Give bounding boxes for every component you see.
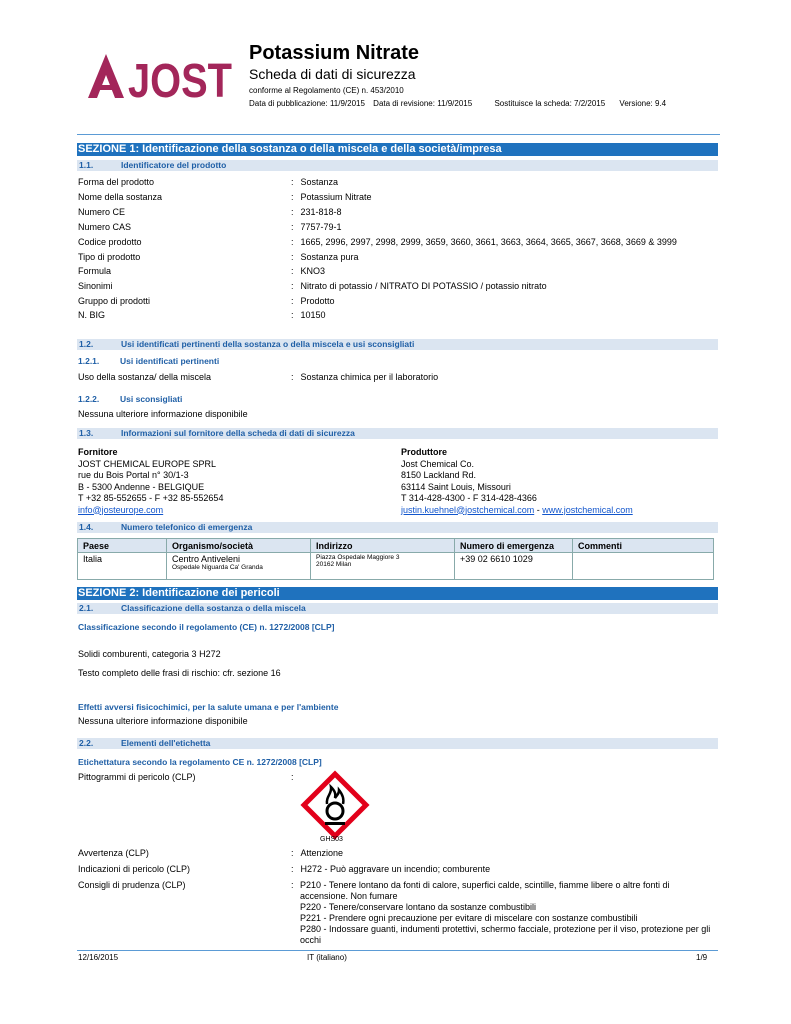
field-label: Numero CE [78, 207, 126, 217]
table-row [78, 553, 714, 580]
version: Versione: 9.4 [619, 99, 667, 108]
regulation-line: conforme al Regolamento (CE) n. 453/2010 [249, 86, 404, 95]
precaution-p221: P221 - Prendere ogni precauzione per evitare di miscelare con sostanze combustibili [300, 913, 638, 923]
org-sub: Ospedale Niguarda Ca' Granda [172, 564, 263, 571]
precaution-p210: P210 - Tenere lontano da fonti di calore, superfici calde, scintille, fiamme libere o altre fonti di accensione. Non fumare [300, 880, 670, 901]
producer-block [401, 447, 633, 516]
cell-country: Italia [78, 553, 167, 580]
subsection-1-2: 1.2. Usi identificati pertinenti della sostanza o della miscela e usi sconsigliati [77, 339, 718, 350]
colon: : [291, 252, 294, 262]
supplier-street: rue du Bois Portal n° 30/1-3 [78, 470, 189, 480]
producer-email-link[interactable]: justin.kuehnel@jostchemical.com [401, 504, 535, 515]
pictograms-colon: : [291, 772, 294, 782]
revision-date: Data di revisione: 11/9/2015 [373, 99, 473, 108]
precaution-statements [300, 880, 715, 946]
colon: : [291, 296, 294, 306]
signal-word-value: : Attenzione [291, 848, 344, 858]
field-label: Codice prodotto [78, 237, 142, 247]
supplier-city: B - 5300 Andenne - BELGIQUE [78, 481, 205, 492]
producer-phone: T 314-428-4300 - F 314-428-4366 [401, 493, 537, 503]
header-rule [77, 134, 720, 135]
colon: : [291, 207, 294, 217]
producer-name: Jost Chemical Co. [401, 458, 475, 469]
no-info-text: Nessuna ulteriore informazione disponibile [78, 409, 248, 419]
document-subtitle: Scheda di dati di sicurezza [249, 66, 416, 82]
hazard-statement-value: : H272 - Può aggravare un incendio; comburente [291, 864, 491, 874]
field-value-text: 1665, 2996, 2997, 2998, 2999, 3659, 3660, 3661, 3663, 3664, 3665, 3667, 3668, 3669 & 3999 [300, 237, 677, 247]
producer-street: 8150 Lackland Rd. [401, 470, 477, 480]
field-label: Numero CAS [78, 222, 132, 232]
use-label: Uso della sostanza/ della miscela [78, 372, 212, 382]
section-1-bar: SEZIONE 1: Identificazione della sostanza o della miscela e della società/impresa [77, 143, 718, 156]
table-header-row [78, 539, 714, 553]
precaution-p220: P220 - Tenere/conservare lontano da sostanze combustibili [300, 902, 536, 912]
address-line-1: Piazza Ospedale Maggiore 3 [316, 554, 400, 561]
publication-date: Data di pubblicazione: 11/9/2015 [249, 99, 365, 108]
field-label: Tipo di prodotto [78, 252, 141, 262]
field-value [291, 222, 342, 232]
field-value [291, 281, 547, 291]
producer-city: 63114 Saint Louis, Missouri [401, 481, 511, 492]
no-info-text-2: Nessuna ulteriore informazione disponibile [78, 716, 248, 726]
col-comments: Commenti [573, 539, 714, 553]
supplier-heading: Fornitore [78, 447, 118, 457]
cell-address [311, 553, 455, 580]
pictograms-label: Pittogrammi di pericolo (CLP) [78, 772, 196, 782]
field-label: Gruppo di prodotti [78, 296, 151, 306]
field-value [291, 192, 372, 202]
subsection-2-2: 2.2. Elementi dell'etichetta [77, 738, 718, 749]
field-label: Sinonimi [78, 281, 113, 291]
field-value [291, 266, 325, 276]
flame-over-circle-icon [300, 772, 370, 842]
footer-rule [77, 950, 718, 951]
ghs-code: GHS03 [320, 836, 343, 843]
precaution-colon: : [291, 880, 294, 890]
separator: - [534, 504, 543, 515]
full-text-reference: Testo completo delle frasi di rischio: cfr. sezione 16 [78, 668, 281, 678]
footer-language: IT (italiano) [307, 953, 347, 962]
producer-website-link[interactable]: www.jostchemical.com [542, 504, 633, 515]
field-value [291, 237, 677, 247]
colon: : [291, 222, 294, 232]
section-2-bar: SEZIONE 2: Identificazione dei pericoli [77, 587, 718, 600]
supplier-phone: T +32 85-552655 - F +32 85-552654 [78, 493, 224, 503]
field-value-text: KNO3 [300, 266, 326, 276]
field-label: Forma del prodotto [78, 177, 155, 187]
footer-page-number: 1/9 [696, 953, 708, 962]
adverse-effects-heading: Effetti avversi fisicochimici, per la salute umana e per l'ambiente [78, 702, 339, 712]
field-value-text: 231-818-8 [300, 207, 342, 217]
supplier-block [78, 447, 223, 516]
field-value [291, 310, 326, 320]
subsection-2-1: 2.1. Classificazione della sostanza o della miscela [77, 603, 718, 614]
field-value [291, 177, 338, 187]
col-address: Indirizzo [311, 539, 455, 553]
colon: : [291, 192, 294, 202]
field-value-text: 7757-79-1 [300, 222, 342, 232]
field-value-text: 10150 [300, 310, 326, 320]
colon: : [291, 237, 294, 247]
org-name: Centro Antiveleni [172, 554, 241, 564]
subsection-1-2-1: 1.2.1. Usi identificati pertinenti [78, 356, 220, 366]
hazard-statement-label: Indicazioni di pericolo (CLP) [78, 864, 191, 874]
field-value-text: Prodotto [300, 296, 335, 306]
precaution-label: Consigli di prudenza (CLP) [78, 880, 186, 890]
replaces-date: Sostituisce la scheda: 7/2/2015 [494, 99, 606, 108]
field-value-text: Sostanza pura [300, 252, 359, 262]
signal-word-label: Avvertenza (CLP) [78, 848, 149, 858]
colon: : [291, 266, 294, 276]
field-value-text: Nitrato di potassio / NITRATO DI POTASSIO / potassio nitrato [300, 281, 547, 291]
document-title: Potassium Nitrate [249, 42, 420, 64]
field-label: Nome della sostanza [78, 192, 163, 202]
colon: : [291, 281, 294, 291]
cell-comments [573, 553, 714, 580]
field-label: Formula [78, 266, 112, 276]
dates-line [249, 99, 672, 108]
logo-text: JOST [128, 55, 232, 108]
supplier-name: JOST CHEMICAL EUROPE SPRL [78, 458, 217, 469]
cell-organisation [167, 553, 311, 580]
subsection-1-2-2: 1.2.2. Usi sconsigliati [78, 394, 183, 404]
field-value [291, 207, 342, 217]
labelling-heading: Etichettatura secondo la regolamento CE n. 1272/2008 [CLP] [78, 757, 322, 767]
subsection-1-1: 1.1. Identificatore del prodotto [77, 160, 718, 171]
cell-phone: +39 02 6610 1029 [455, 553, 573, 580]
subsection-1-4: 1.4. Numero telefonico di emergenza [77, 522, 718, 533]
col-organisation: Organismo/società [167, 539, 311, 553]
colon: : [291, 310, 294, 320]
field-value [291, 252, 359, 262]
jost-logo [84, 51, 234, 108]
emergency-table [77, 538, 714, 580]
producer-heading: Produttore [401, 447, 447, 457]
precaution-p280: P280 - Indossare guanti, indumenti protettivi, schermo facciale, protezione per il viso, protezione per gli occhi [300, 924, 711, 945]
field-value-text: Sostanza [300, 177, 339, 187]
use-value: : Sostanza chimica per il laboratorio [291, 372, 439, 382]
col-phone: Numero di emergenza [455, 539, 573, 553]
col-country: Paese [78, 539, 167, 553]
address-line-2: 20162 Milan [316, 561, 352, 568]
supplier-email-link[interactable]: info@josteurope.com [78, 504, 164, 515]
field-value-text: Potassium Nitrate [300, 192, 372, 202]
colon: : [291, 177, 294, 187]
classification-line: Solidi comburenti, categoria 3 H272 [78, 649, 221, 659]
clp-classification-heading: Classificazione secondo il regolamento (CE) n. 1272/2008 [CLP] [78, 622, 335, 632]
field-value [291, 296, 335, 306]
subsection-1-3: 1.3. Informazioni sul fornitore della scheda di dati di sicurezza [77, 428, 718, 439]
field-label: N. BIG [78, 310, 106, 320]
footer-date: 12/16/2015 [78, 953, 119, 962]
